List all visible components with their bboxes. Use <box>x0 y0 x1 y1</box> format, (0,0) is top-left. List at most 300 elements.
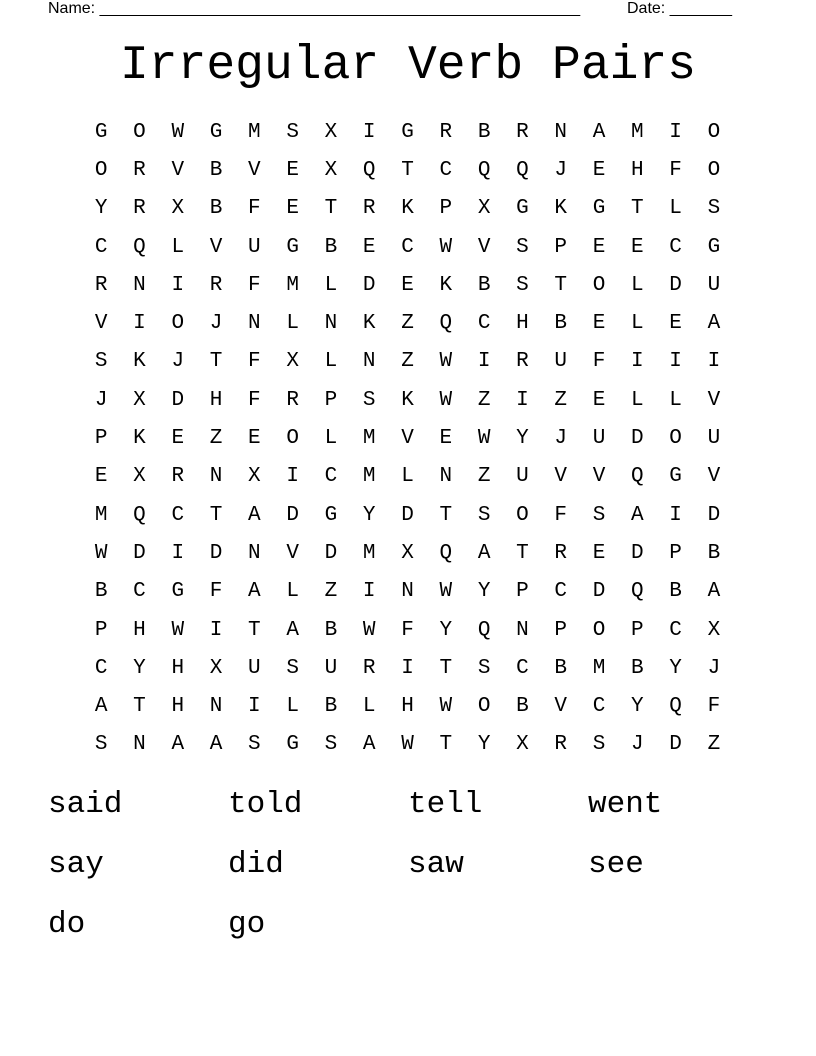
grid-letter: S <box>94 733 108 757</box>
grid-row <box>82 496 734 534</box>
grid-letter: I <box>362 120 376 144</box>
grid-letter: G <box>286 235 299 259</box>
word-bank-item: told <box>228 787 303 822</box>
grid-letter: X <box>401 541 414 565</box>
grid-letter: R <box>362 197 376 221</box>
grid-letter: G <box>401 120 414 144</box>
grid-letter: C <box>171 503 185 527</box>
grid-letter: X <box>248 465 261 489</box>
grid-row <box>82 343 734 381</box>
grid-letter: B <box>516 695 529 719</box>
grid-letter: D <box>631 427 644 451</box>
grid-letter: C <box>401 235 414 259</box>
grid-letter: P <box>554 235 568 259</box>
grid-letter: K <box>439 273 453 297</box>
grid-letter: D <box>324 541 338 565</box>
grid-letter: I <box>362 580 376 604</box>
grid-letter: F <box>248 388 261 412</box>
grid-letter: N <box>554 120 568 144</box>
grid-letter: X <box>209 656 223 680</box>
grid-letter: G <box>516 197 529 221</box>
grid-letter: W <box>439 235 453 259</box>
grid-row <box>82 266 734 304</box>
grid-letter: F <box>248 273 261 297</box>
grid-letter: J <box>554 158 568 182</box>
grid-letter: N <box>324 312 338 336</box>
grid-letter: Y <box>631 695 644 719</box>
grid-letter: U <box>248 656 261 680</box>
word-bank-item: do <box>48 907 86 942</box>
grid-letter: E <box>631 235 644 259</box>
grid-letter: T <box>401 158 414 182</box>
grid-letter: Q <box>439 312 453 336</box>
grid-letter: Y <box>133 656 146 680</box>
grid-letter: Z <box>209 427 223 451</box>
page-title: Irregular Verb Pairs <box>119 39 697 93</box>
grid-letter: U <box>516 465 529 489</box>
grid-letter: K <box>401 197 414 221</box>
grid-letter: Y <box>94 197 108 221</box>
grid-letter: A <box>707 580 721 604</box>
grid-letter: V <box>286 541 299 565</box>
grid-letter: Y <box>516 427 529 451</box>
grid-letter: L <box>401 465 414 489</box>
grid-letter: J <box>171 350 185 374</box>
grid-letter: S <box>477 656 491 680</box>
grid-letter: U <box>592 427 606 451</box>
grid-letter: N <box>209 695 223 719</box>
grid-letter: S <box>707 197 721 221</box>
grid-letter: U <box>707 273 721 297</box>
grid-letter: V <box>209 235 223 259</box>
grid-letter: D <box>401 503 414 527</box>
grid-letter: O <box>94 158 108 182</box>
grid-letter: R <box>516 350 529 374</box>
grid-letter: S <box>516 235 529 259</box>
grid-letter: F <box>209 580 223 604</box>
grid-letter: U <box>324 656 338 680</box>
grid-letter: B <box>554 656 568 680</box>
grid-letter: F <box>248 197 261 221</box>
grid-letter: T <box>209 503 223 527</box>
grid-row <box>82 228 734 266</box>
grid-row <box>82 611 734 649</box>
grid-letter: I <box>707 350 721 374</box>
grid-letter: L <box>286 312 299 336</box>
grid-letter: V <box>171 158 185 182</box>
grid-letter: E <box>592 388 606 412</box>
grid-letter: P <box>94 618 108 642</box>
grid-letter: I <box>209 618 223 642</box>
grid-letter: O <box>477 695 491 719</box>
grid-letter: D <box>171 388 185 412</box>
grid-letter: C <box>669 618 682 642</box>
grid-letter: X <box>133 388 146 412</box>
grid-letter: R <box>516 120 529 144</box>
word-bank <box>48 782 768 962</box>
grid-letter: K <box>362 312 376 336</box>
grid-letter: I <box>248 695 261 719</box>
grid-letter: S <box>286 120 299 144</box>
grid-letter: B <box>554 312 568 336</box>
grid-letter: T <box>631 197 644 221</box>
grid-letter: D <box>592 580 606 604</box>
grid-letter: T <box>248 618 261 642</box>
grid-letter: X <box>324 158 338 182</box>
grid-letter: E <box>401 273 414 297</box>
grid-letter: V <box>592 465 606 489</box>
grid-letter: L <box>286 580 299 604</box>
grid-letter: R <box>286 388 299 412</box>
word-bank-item: went <box>588 787 663 822</box>
grid-letter: R <box>171 465 185 489</box>
grid-letter: N <box>248 312 261 336</box>
grid-letter: I <box>171 541 185 565</box>
grid-letter: F <box>554 503 568 527</box>
letter-grid <box>82 113 734 764</box>
grid-letter: S <box>248 733 261 757</box>
grid-letter: O <box>286 427 299 451</box>
grid-letter: K <box>133 427 146 451</box>
grid-letter: C <box>94 235 108 259</box>
grid-letter: F <box>707 695 721 719</box>
grid-letter: Q <box>516 158 529 182</box>
grid-letter: G <box>669 465 682 489</box>
grid-letter: H <box>401 695 414 719</box>
grid-letter: P <box>516 580 529 604</box>
grid-letter: Z <box>477 388 491 412</box>
grid-letter: Z <box>477 465 491 489</box>
grid-letter: V <box>248 158 261 182</box>
grid-letter: O <box>669 427 682 451</box>
grid-letter: Y <box>439 618 453 642</box>
grid-letter: I <box>286 465 299 489</box>
grid-letter: W <box>439 350 453 374</box>
grid-letter: F <box>401 618 414 642</box>
grid-letter: B <box>324 235 338 259</box>
grid-letter: K <box>401 388 414 412</box>
grid-letter: V <box>707 388 721 412</box>
grid-letter: Z <box>324 580 338 604</box>
grid-letter: M <box>94 503 108 527</box>
grid-letter: N <box>209 465 223 489</box>
grid-letter: A <box>248 503 261 527</box>
grid-letter: B <box>477 120 491 144</box>
grid-letter: A <box>286 618 299 642</box>
grid-letter: N <box>248 541 261 565</box>
grid-letter: Q <box>362 158 376 182</box>
grid-letter: A <box>362 733 376 757</box>
grid-letter: Z <box>554 388 568 412</box>
grid-letter: Q <box>631 580 644 604</box>
grid-letter: M <box>362 541 376 565</box>
grid-letter: W <box>401 733 414 757</box>
grid-letter: T <box>324 197 338 221</box>
grid-letter: L <box>324 427 338 451</box>
grid-letter: Q <box>477 158 491 182</box>
grid-letter: E <box>669 312 682 336</box>
grid-letter: T <box>554 273 568 297</box>
grid-row <box>82 534 734 572</box>
grid-letter: I <box>669 350 682 374</box>
grid-letter: R <box>554 541 568 565</box>
grid-letter: I <box>631 350 644 374</box>
grid-letter: O <box>592 273 606 297</box>
grid-letter: O <box>171 312 185 336</box>
grid-letter: I <box>669 120 682 144</box>
grid-letter: W <box>171 120 185 144</box>
grid-letter: H <box>209 388 223 412</box>
grid-letter: C <box>592 695 606 719</box>
grid-letter: L <box>362 695 376 719</box>
grid-letter: T <box>516 541 529 565</box>
grid-letter: I <box>477 350 491 374</box>
grid-letter: A <box>94 695 108 719</box>
grid-letter: W <box>477 427 491 451</box>
grid-letter: G <box>707 235 721 259</box>
grid-letter: A <box>592 120 606 144</box>
grid-letter: S <box>477 503 491 527</box>
grid-letter: L <box>324 273 338 297</box>
grid-letter: W <box>439 695 453 719</box>
grid-letter: T <box>439 503 453 527</box>
grid-letter: G <box>209 120 223 144</box>
grid-letter: R <box>554 733 568 757</box>
grid-letter: V <box>477 235 491 259</box>
grid-letter: L <box>631 388 644 412</box>
grid-letter: B <box>209 158 223 182</box>
grid-letter: H <box>133 618 146 642</box>
grid-letter: Q <box>477 618 491 642</box>
grid-letter: C <box>477 312 491 336</box>
grid-letter: E <box>94 465 108 489</box>
grid-letter: A <box>477 541 491 565</box>
grid-letter: W <box>94 541 108 565</box>
grid-letter: V <box>401 427 414 451</box>
grid-letter: S <box>362 388 376 412</box>
grid-row <box>82 381 734 419</box>
grid-letter: V <box>554 695 568 719</box>
grid-letter: N <box>133 733 146 757</box>
grid-letter: F <box>669 158 682 182</box>
grid-letter: G <box>94 120 108 144</box>
grid-letter: T <box>209 350 223 374</box>
word-bank-item: tell <box>408 787 483 822</box>
grid-row <box>82 458 734 496</box>
grid-letter: A <box>209 733 223 757</box>
grid-letter: Z <box>707 733 721 757</box>
grid-letter: W <box>439 580 453 604</box>
grid-letter: L <box>286 695 299 719</box>
grid-row <box>82 190 734 228</box>
grid-letter: E <box>286 158 299 182</box>
grid-letter: X <box>171 197 185 221</box>
grid-letter: X <box>516 733 529 757</box>
grid-letter: U <box>707 427 721 451</box>
grid-letter: I <box>669 503 682 527</box>
grid-letter: A <box>707 312 721 336</box>
grid-letter: L <box>324 350 338 374</box>
grid-letter: H <box>631 158 644 182</box>
grid-letter: P <box>324 388 338 412</box>
grid-letter: J <box>707 656 721 680</box>
date-field: Date: _______ <box>627 0 732 17</box>
grid-letter: S <box>516 273 529 297</box>
grid-letter: L <box>669 197 682 221</box>
grid-letter: C <box>554 580 568 604</box>
grid-letter: O <box>133 120 146 144</box>
grid-letter: X <box>286 350 299 374</box>
grid-row <box>82 151 734 189</box>
grid-letter: N <box>362 350 376 374</box>
grid-letter: Y <box>669 656 682 680</box>
grid-letter: W <box>362 618 376 642</box>
grid-letter: E <box>592 235 606 259</box>
grid-letter: U <box>248 235 261 259</box>
grid-letter: I <box>401 656 414 680</box>
grid-letter: Y <box>362 503 376 527</box>
grid-row <box>82 419 734 457</box>
grid-letter: Y <box>477 733 491 757</box>
grid-letter: Q <box>631 465 644 489</box>
grid-letter: A <box>631 503 644 527</box>
grid-letter: W <box>171 618 185 642</box>
name-field: Name: ______________________________________________________ <box>48 0 581 17</box>
grid-letter: V <box>707 465 721 489</box>
grid-letter: E <box>286 197 299 221</box>
grid-letter: R <box>362 656 376 680</box>
grid-letter: I <box>133 312 146 336</box>
grid-letter: C <box>669 235 682 259</box>
grid-letter: J <box>631 733 644 757</box>
grid-letter: Q <box>669 695 682 719</box>
grid-letter: D <box>669 733 682 757</box>
grid-letter: K <box>554 197 568 221</box>
grid-letter: N <box>133 273 146 297</box>
grid-letter: D <box>286 503 299 527</box>
grid-letter: C <box>439 158 453 182</box>
grid-row <box>82 113 734 151</box>
grid-letter: L <box>631 312 644 336</box>
grid-letter: H <box>516 312 529 336</box>
grid-letter: P <box>554 618 568 642</box>
grid-letter: D <box>631 541 644 565</box>
grid-letter: D <box>669 273 682 297</box>
grid-letter: L <box>631 273 644 297</box>
grid-letter: R <box>209 273 223 297</box>
grid-letter: X <box>133 465 146 489</box>
grid-letter: E <box>439 427 453 451</box>
grid-letter: D <box>707 503 721 527</box>
grid-letter: M <box>592 656 606 680</box>
grid-letter: Q <box>133 235 146 259</box>
grid-letter: V <box>554 465 568 489</box>
grid-letter: G <box>286 733 299 757</box>
grid-letter: I <box>171 273 185 297</box>
grid-letter: C <box>516 656 529 680</box>
grid-row <box>82 649 734 687</box>
grid-letter: M <box>286 273 299 297</box>
grid-letter: P <box>94 427 108 451</box>
grid-letter: N <box>439 465 453 489</box>
grid-letter: A <box>171 733 185 757</box>
grid-letter: E <box>248 427 261 451</box>
grid-letter: M <box>362 465 376 489</box>
grid-letter: B <box>209 197 223 221</box>
grid-letter: D <box>362 273 376 297</box>
grid-letter: S <box>286 656 299 680</box>
grid-letter: Z <box>401 312 414 336</box>
grid-letter: B <box>669 580 682 604</box>
grid-letter: S <box>94 350 108 374</box>
grid-letter: X <box>324 120 338 144</box>
grid-letter: T <box>133 695 146 719</box>
grid-letter: D <box>133 541 146 565</box>
grid-letter: G <box>324 503 338 527</box>
word-bank-item: said <box>48 787 123 822</box>
grid-letter: D <box>209 541 223 565</box>
grid-letter: N <box>516 618 529 642</box>
grid-letter: Y <box>477 580 491 604</box>
grid-letter: R <box>133 197 146 221</box>
grid-letter: F <box>592 350 606 374</box>
grid-letter: R <box>133 158 146 182</box>
grid-letter: B <box>631 656 644 680</box>
grid-letter: B <box>477 273 491 297</box>
grid-letter: P <box>631 618 644 642</box>
grid-letter: S <box>592 503 606 527</box>
word-bank-item: say <box>48 847 104 882</box>
grid-letter: J <box>94 388 108 412</box>
grid-letter: E <box>171 427 185 451</box>
grid-letter: H <box>171 695 185 719</box>
grid-letter: P <box>669 541 682 565</box>
grid-letter: H <box>171 656 185 680</box>
grid-letter: B <box>324 618 338 642</box>
grid-letter: Q <box>439 541 453 565</box>
grid-letter: B <box>324 695 338 719</box>
grid-letter: B <box>94 580 108 604</box>
grid-letter: C <box>324 465 338 489</box>
grid-row <box>82 726 734 764</box>
grid-letter: R <box>439 120 453 144</box>
grid-letter: W <box>439 388 453 412</box>
grid-letter: K <box>133 350 146 374</box>
grid-letter: F <box>248 350 261 374</box>
grid-letter: T <box>439 656 453 680</box>
grid-letter: M <box>631 120 644 144</box>
grid-letter: C <box>133 580 146 604</box>
grid-letter: A <box>248 580 261 604</box>
grid-row <box>82 687 734 725</box>
grid-letter: Q <box>133 503 146 527</box>
grid-letter: S <box>592 733 606 757</box>
grid-letter: X <box>707 618 721 642</box>
grid-letter: E <box>592 541 606 565</box>
grid-letter: P <box>439 197 453 221</box>
grid-letter: R <box>94 273 108 297</box>
grid-letter: M <box>362 427 376 451</box>
grid-letter: O <box>707 120 721 144</box>
grid-letter: J <box>209 312 223 336</box>
word-bank-item: see <box>588 847 644 882</box>
grid-letter: O <box>707 158 721 182</box>
grid-letter: C <box>94 656 108 680</box>
word-bank-item: go <box>228 907 266 942</box>
grid-letter: L <box>669 388 682 412</box>
grid-letter: E <box>592 158 606 182</box>
grid-letter: U <box>554 350 568 374</box>
